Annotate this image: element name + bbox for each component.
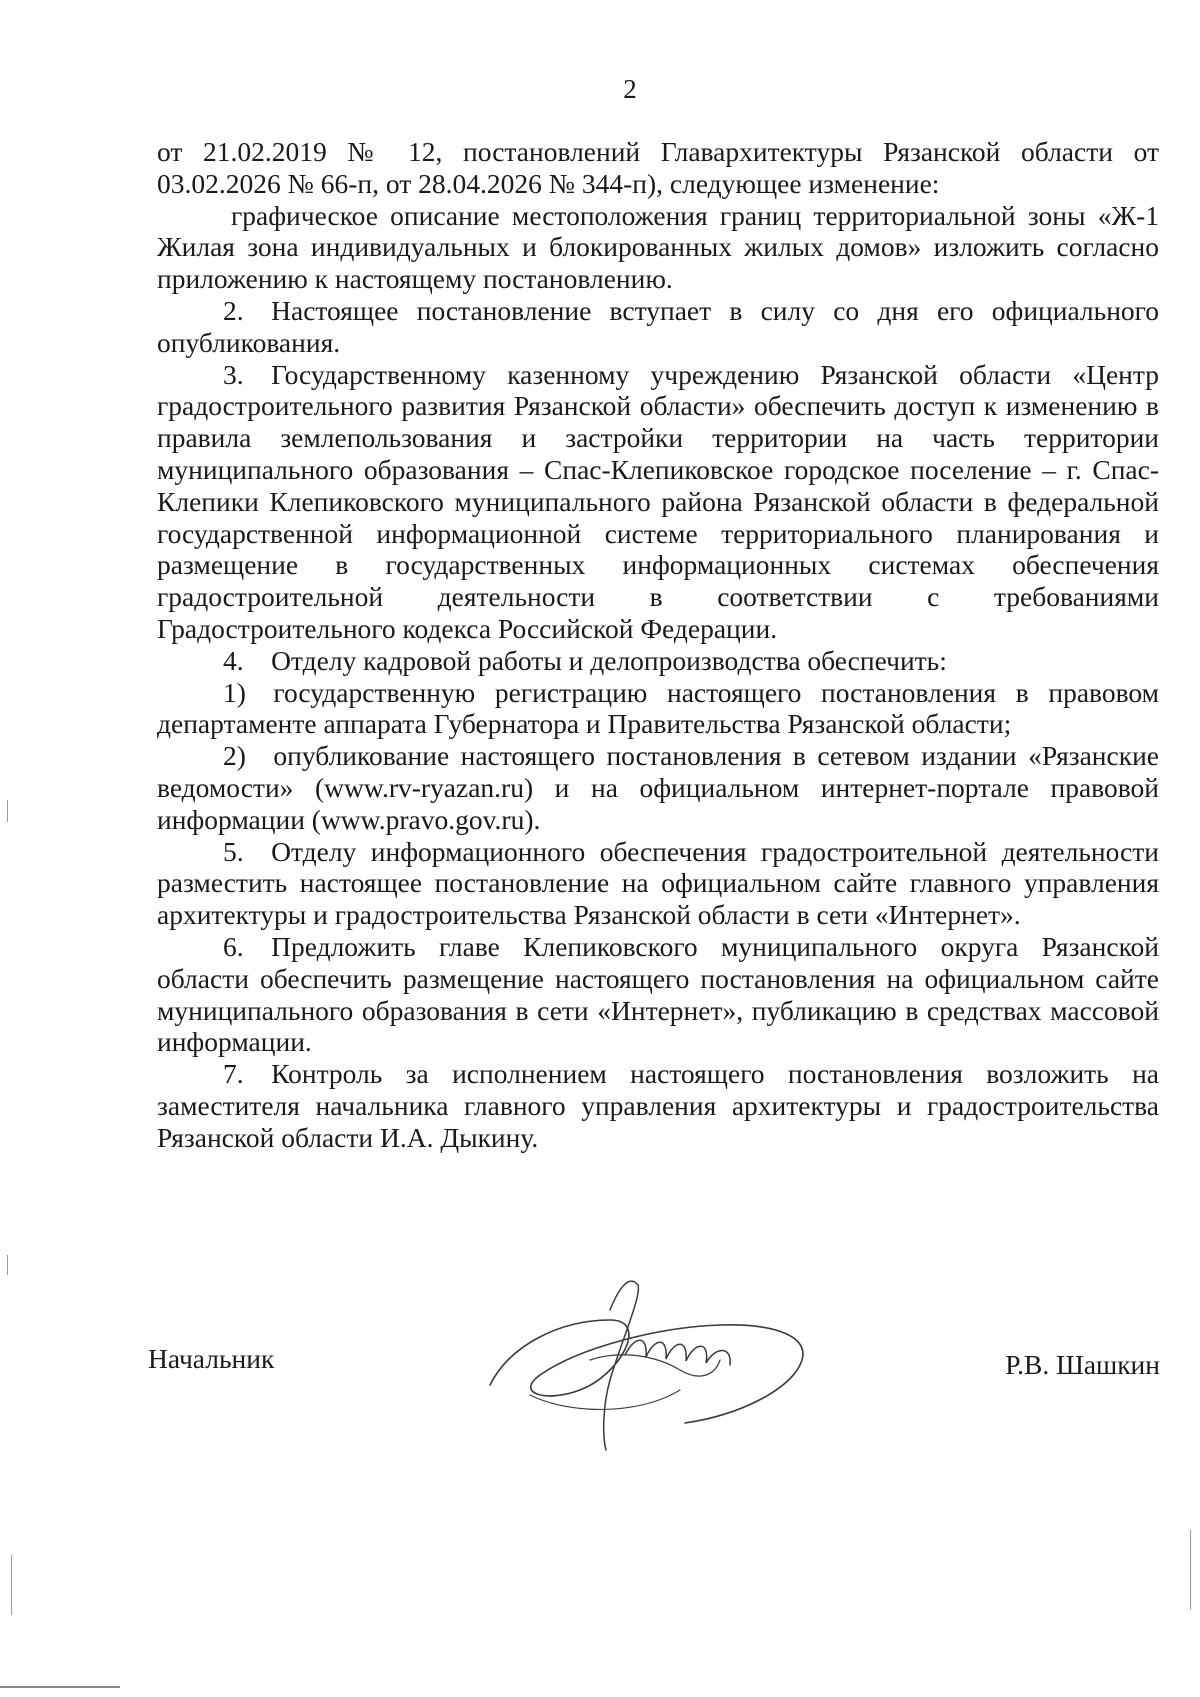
signatory-title: Начальник <box>148 1343 275 1374</box>
paragraph-4: 4. Отделу кадровой работы и делопроизводства обеспечить: <box>223 644 947 676</box>
signatory-name: Р.В. Шашкин <box>1005 1349 1160 1380</box>
paragraph-2: 2. Настоящее постановление вступает в силу со дня его официального опубликования. <box>157 294 1159 358</box>
scan-artifact-mark <box>11 1555 12 1615</box>
document-body <box>157 136 1159 1154</box>
paragraph-1-continuation: от 21.02.2019 № 12, постановлений Главархитектуры Рязанской области от 03.02.2026 № 66-п, от 28.04.2026 № 344-п), следующее изменение: <box>157 136 1159 199</box>
paragraph-7: 7. Контроль за исполнением настоящего постановления возложить на заместителя начальника главного управления архитектуры и градостроительства Рязанской области И.А. Дыкину. <box>157 1058 1159 1153</box>
page-number: 2 <box>623 74 637 104</box>
paragraph-4-item-2: 2) опубликование настоящего постановления в сетевом издании «Рязанские ведомости» (www.rv-ryazan.ru) и на официальном интернет-портале правовой информации (www.pravo.gov.ru). <box>157 740 1159 835</box>
paragraph-3: 3. Государственному казенному учреждению Рязанской области «Центр градостроительного развития Рязанской области» обеспечить доступ к изменению в правила землепользования и застройки территории на часть территории муниципального образования – Спас-Клепиковское городское поселение – г. Спас-Клепики Клепиковского муниципального района Рязанской области в федеральной государственной информационной системе территориального планирования и размещение в государственных информационных системах обеспечения градостроительной деятельности в соответствии с требованиями Градостроительного кодекса Российской Федерации. <box>157 358 1159 644</box>
scan-artifact-mark <box>7 1255 8 1275</box>
paragraph-5: 5. Отделу информационного обеспечения градостроительной деятельности разместить настоящее постановление на официальном сайте главного управления архитектуры и градостроительства Рязанской области в сети «Интернет». <box>157 835 1159 931</box>
paragraph-1-change: графическое описание местоположения границ территориальной зоны «Ж-1 Жилая зона индивидуальных и блокированных жилых домов» изложить согласно приложению к настоящему постановлению. <box>157 199 1159 295</box>
paragraph-4-item-1: 1) государственную регистрацию настоящего постановления в правовом департаменте аппарата Губернатора и Правительства Рязанской области; <box>157 676 1159 740</box>
scan-edge-line <box>0 1686 120 1688</box>
scan-artifact-mark <box>7 800 8 822</box>
handwritten-signature <box>470 1265 820 1455</box>
scan-artifact-mark <box>1190 1530 1191 1610</box>
paragraph-6: 6. Предложить главе Клепиковского муниципального округа Рязанской области обеспечить размещение настоящего постановления на официальном сайте муниципального образования в сети «Интернет», публикацию в средствах массовой информации. <box>157 930 1159 1058</box>
